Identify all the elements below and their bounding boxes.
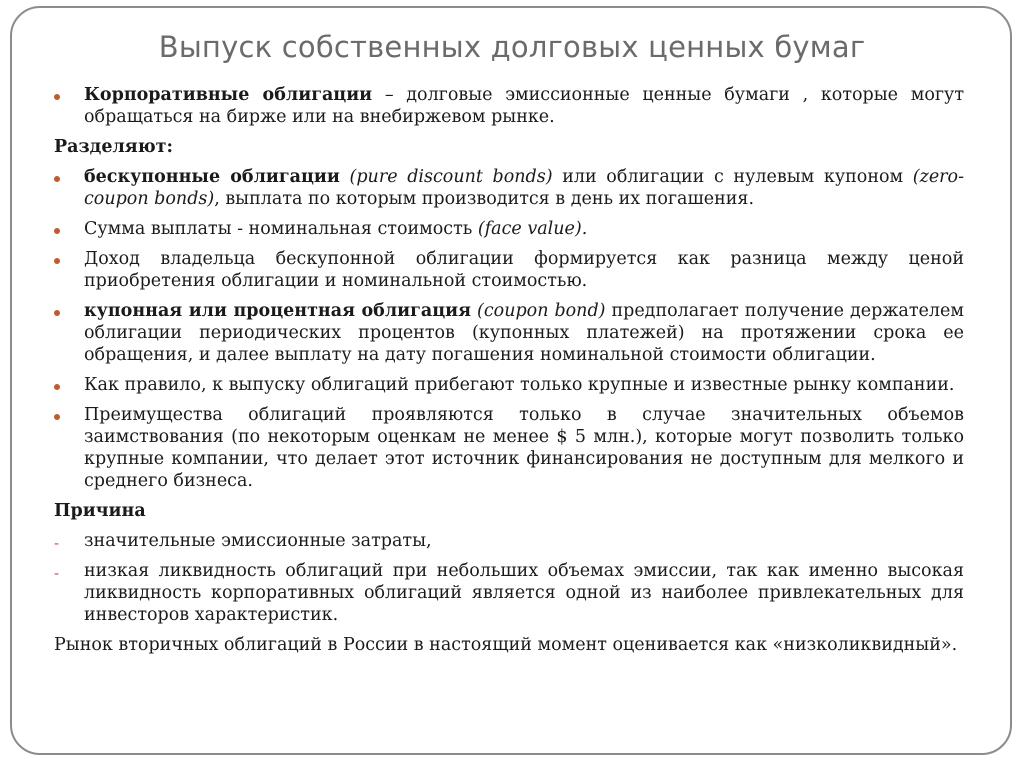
bullet-icon [54, 166, 60, 188]
reason-liquidity-text: низкая ликвидность облигаций при небольших объемах эмиссии, так как именно высокая ликвидность корпоративных облигаций является одной из наиболее привлекательных для инвесторов характеристик. [84, 561, 964, 625]
slide-content [54, 84, 964, 664]
list-item-reason-costs [54, 530, 964, 552]
heading-divide-text: Разделяют: [54, 137, 173, 157]
zero-coupon-tail: , выплата по которым производится в день их погашения. [214, 189, 755, 209]
dash-icon: - [54, 564, 60, 582]
term-coupon-bond-en: (coupon bond) [477, 301, 606, 321]
bullet-icon [54, 374, 60, 396]
advantages-text: Преимущества облигаций проявляются только в случае значительных объемов заимствования (по некоторым оценкам не менее $ 5 млн.), которые могут позволить только крупные компании, что делает этот источник финансирования не доступным для мелкого и среднего бизнеса. [84, 405, 964, 491]
list-item-reason-liquidity [54, 560, 964, 626]
coupon-bond-text: предполагает получение держателем облигации периодических процентов (купонных платежей) на протяжении срока ее обращения, и далее выплату на дату погашения номинальной стоимости облигации. [84, 301, 964, 365]
bullet-icon [54, 218, 60, 240]
zero-coupon-mid: или облигации с нулевым купоном [552, 167, 913, 187]
list-item-advantages [54, 404, 964, 492]
dash-icon: - [54, 534, 60, 552]
term-face-value: (face value). [477, 219, 588, 239]
definition-corporate-bonds: – долговые эмиссионные ценные бумаги , которые могут обращаться на бирже или на внебиржевом рынке. [84, 85, 964, 127]
conclusion [54, 634, 964, 656]
income-text: Доход владельца бескупонной облигации формируется как разница между ценой приобретения облигации и номинальной стоимостью. [84, 249, 964, 291]
term-corporate-bonds: Корпоративные облигации [84, 85, 373, 105]
list-item-large-companies [54, 374, 964, 396]
reason-costs-text: значительные эмиссионные затраты, [84, 531, 432, 551]
face-value-text: Сумма выплаты - номинальная стоимость [84, 219, 478, 239]
list-item-corporate-bonds [54, 84, 964, 128]
large-companies-text: Как правило, к выпуску облигаций прибегают только крупные и известные рынку компании. [84, 375, 955, 395]
term-coupon-bond: купонная или процентная облигация [84, 301, 472, 321]
spacer [340, 167, 350, 187]
list-item-face-value [54, 218, 964, 240]
term-zero-coupon-en: (zero-coupon bonds) [84, 167, 964, 209]
bullet-icon [54, 248, 60, 270]
heading-divide [54, 136, 964, 158]
list-item-coupon-bond [54, 300, 964, 366]
bullet-icon [54, 300, 60, 322]
term-pure-discount: (pure discount bonds) [349, 167, 553, 187]
bullet-icon [54, 84, 60, 106]
list-item-zero-coupon [54, 166, 964, 210]
heading-reason-text: Причина [54, 501, 146, 521]
bullet-icon [54, 404, 60, 426]
list-item-income [54, 248, 964, 292]
heading-reason [54, 500, 964, 522]
conclusion-text: Рынок вторичных облигаций в России в настоящий момент оценивается как «низколиквидный». [54, 635, 958, 655]
term-zero-coupon: бескупонные облигации [84, 167, 340, 187]
page-title: Выпуск собственных долговых ценных бумаг [158, 30, 866, 64]
